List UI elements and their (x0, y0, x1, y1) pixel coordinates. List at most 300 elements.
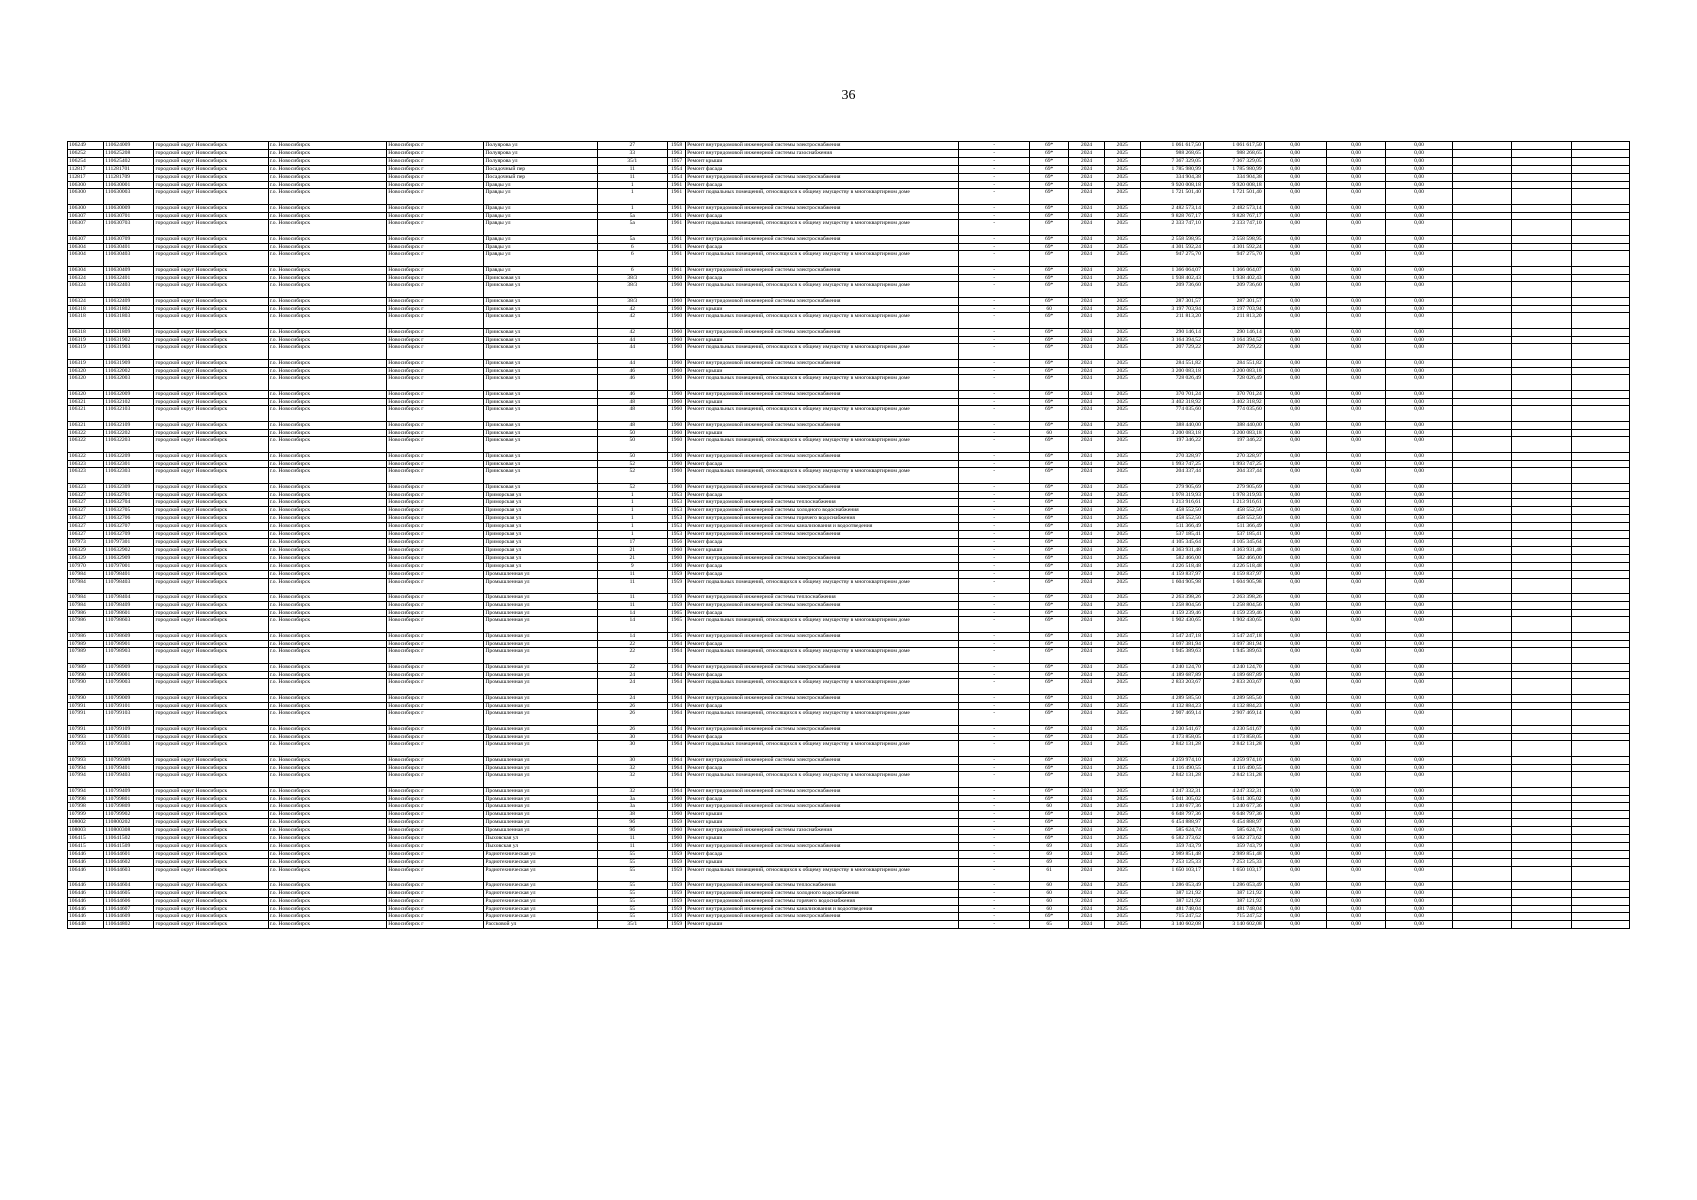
table-cell: 0,00 (1386, 212, 1452, 220)
table-cell: 0,00 (1264, 531, 1326, 539)
table-cell: 0,00 (1326, 282, 1386, 297)
table-cell: Новосибирск г (387, 905, 484, 913)
table-row (68, 220, 1630, 235)
table-cell: 2025 (1104, 243, 1140, 251)
table-cell: 0,00 (1386, 921, 1452, 929)
table-cell: - (959, 507, 1029, 515)
table-cell: 7 253 125,33 (1140, 858, 1203, 866)
table-cell: Промышленная ул (484, 702, 597, 710)
table-cell (1452, 375, 1512, 390)
table-cell: 0,00 (1326, 710, 1386, 725)
table-cell: 110632109 (104, 421, 154, 429)
table-cell: 0,00 (1326, 671, 1386, 679)
table-cell: 1964 (667, 702, 685, 710)
table-cell: 204 337,44 (1140, 468, 1203, 483)
table-cell: Ремонт фасада (686, 538, 959, 546)
table-cell: 0,00 (1386, 803, 1452, 811)
table-cell: 2024 (1069, 483, 1104, 491)
table-cell: 0,00 (1326, 204, 1386, 212)
table-cell (1512, 235, 1572, 243)
table-cell: 1 650 103,17 (1203, 866, 1264, 881)
table-cell: 0,00 (1264, 663, 1326, 671)
table-cell (1452, 554, 1512, 562)
table-cell: 69* (1029, 328, 1069, 336)
table-cell: городской округ Новосибирск (154, 733, 268, 741)
table-cell: 4 247 332,31 (1140, 787, 1203, 795)
table-cell: 0,00 (1264, 803, 1326, 811)
table-cell: 2025 (1104, 772, 1140, 787)
table-cell: Приисковая ул (484, 390, 597, 398)
table-cell: Ремонт подвальных помещений, относящихся к общему имуществу в многоквартирном доме (686, 578, 959, 593)
table-cell: 110632102 (104, 398, 154, 406)
table-cell (1512, 756, 1572, 764)
table-cell: 1953 (667, 515, 685, 523)
table-cell (1512, 282, 1572, 297)
table-cell: 1959 (667, 593, 685, 601)
table-cell: 0,00 (1386, 764, 1452, 772)
table-cell: Приисковая ул (484, 468, 597, 483)
table-cell: 0,00 (1264, 772, 1326, 787)
table-cell: - (959, 921, 1029, 929)
table-cell (1572, 344, 1630, 359)
table-cell: 197 346,22 (1203, 437, 1264, 452)
table-cell (1512, 274, 1572, 282)
table-cell: 1 240 677,36 (1203, 803, 1264, 811)
table-cell: 69* (1029, 398, 1069, 406)
table-cell: 2 842 131,28 (1203, 772, 1264, 787)
table-cell: 2025 (1104, 913, 1140, 921)
table-cell: 0,00 (1386, 679, 1452, 694)
table-cell (1512, 578, 1572, 593)
table-cell: Посадочный пер (484, 173, 597, 181)
table-cell (1572, 554, 1630, 562)
table-cell: 106322 (68, 437, 104, 452)
table-cell: 107991 (68, 710, 104, 725)
table-cell: 69* (1029, 367, 1069, 375)
table-cell (1572, 811, 1630, 819)
table-cell: 69* (1029, 515, 1069, 523)
table-row (68, 546, 1630, 554)
table-cell: г.о. Новосибирск (268, 756, 387, 764)
table-cell (1572, 460, 1630, 468)
table-cell: 106329 (68, 546, 104, 554)
table-cell: - (959, 764, 1029, 772)
table-cell: 2024 (1069, 725, 1104, 733)
table-cell: г.о. Новосибирск (268, 648, 387, 663)
table-cell: Новосибирск г (387, 336, 484, 344)
table-row (68, 491, 1630, 499)
table-cell (1452, 266, 1512, 274)
table-cell: 0,00 (1264, 220, 1326, 235)
table-row (68, 756, 1630, 764)
table-cell: 2025 (1104, 297, 1140, 305)
table-cell: Ремонт подвальных помещений, относящихся к общему имуществу в многоквартирном доме (686, 437, 959, 452)
table-cell: 0,00 (1386, 554, 1452, 562)
table-cell: 1965 (667, 617, 685, 632)
table-cell: 106324 (68, 282, 104, 297)
table-cell (1512, 165, 1572, 173)
table-cell: 2025 (1104, 764, 1140, 772)
table-cell: 11 (597, 601, 667, 609)
table-row (68, 173, 1630, 181)
table-cell: Новосибирск г (387, 274, 484, 282)
table-cell: Ремонт крыши (686, 858, 959, 866)
table-cell: 1959 (667, 905, 685, 913)
table-cell: 0,00 (1386, 881, 1452, 889)
table-cell: 0,00 (1326, 538, 1386, 546)
table-cell: 2024 (1069, 913, 1104, 921)
table-cell: 2024 (1069, 491, 1104, 499)
table-cell: 2025 (1104, 452, 1140, 460)
table-cell: 947 275,70 (1203, 251, 1264, 266)
table-cell: 209 736,60 (1140, 282, 1203, 297)
table-cell (1512, 881, 1572, 889)
table-cell: г.о. Новосибирск (268, 694, 387, 702)
table-cell: 69* (1029, 406, 1069, 421)
table-cell: Новосибирск г (387, 756, 484, 764)
table-cell: 988 268,65 (1140, 149, 1203, 157)
table-cell: 69* (1029, 756, 1069, 764)
table-cell: 2025 (1104, 313, 1140, 328)
table-cell: Промышленная ул (484, 764, 597, 772)
table-cell: 69* (1029, 819, 1069, 827)
table-cell: 2 558 598,95 (1203, 235, 1264, 243)
table-cell (1452, 632, 1512, 640)
table-cell: Ремонт крыши (686, 305, 959, 313)
table-cell: г.о. Новосибирск (268, 274, 387, 282)
table-cell: 0,00 (1326, 235, 1386, 243)
table-cell: городской округ Новосибирск (154, 897, 268, 905)
table-cell (1512, 858, 1572, 866)
table-cell: Ремонт внутридомовой инженерной системы электроснабжения (686, 632, 959, 640)
table-cell: 2025 (1104, 328, 1140, 336)
table-cell: 69* (1029, 499, 1069, 507)
table-cell: г.о. Новосибирск (268, 406, 387, 421)
table-cell: 0,00 (1386, 538, 1452, 546)
table-cell: Новосибирск г (387, 663, 484, 671)
table-cell: Ремонт внутридомовой инженерной системы электроснабжения (686, 266, 959, 274)
table-row (68, 671, 1630, 679)
table-cell: г.о. Новосибирск (268, 507, 387, 515)
table-cell: 270 328,97 (1140, 452, 1203, 460)
table-row (68, 913, 1630, 921)
table-cell: 11 (597, 578, 667, 593)
table-cell: г.о. Новосибирск (268, 889, 387, 897)
table-cell: 387 121,92 (1140, 897, 1203, 905)
table-cell: 69* (1029, 173, 1069, 181)
table-cell: - (959, 499, 1029, 507)
table-row (68, 499, 1630, 507)
table-cell: 2025 (1104, 787, 1140, 795)
table-cell: 0,00 (1326, 811, 1386, 819)
table-cell: 11 (597, 165, 667, 173)
table-cell (1512, 921, 1572, 929)
table-cell: 106304 (68, 251, 104, 266)
table-cell: Промышленная ул (484, 756, 597, 764)
table-cell (1512, 811, 1572, 819)
table-row (68, 421, 1630, 429)
table-cell (1452, 842, 1512, 850)
table-row (68, 795, 1630, 803)
table-cell: 1 258 804,56 (1203, 601, 1264, 609)
table-cell: 69* (1029, 452, 1069, 460)
table-cell: - (959, 562, 1029, 570)
table-cell: 6 454 888,97 (1140, 819, 1203, 827)
table-cell (1512, 741, 1572, 756)
table-cell: Приморская ул (484, 507, 597, 515)
table-cell (1452, 468, 1512, 483)
table-cell (1572, 235, 1630, 243)
table-cell: 69* (1029, 157, 1069, 165)
table-cell: городской округ Новосибирск (154, 803, 268, 811)
table-cell: 1960 (667, 554, 685, 562)
table-cell: 21 (597, 546, 667, 554)
table-cell (1512, 663, 1572, 671)
table-cell: 2025 (1104, 538, 1140, 546)
table-cell: 0,00 (1386, 165, 1452, 173)
table-cell: 2025 (1104, 819, 1140, 827)
table-cell: 947 275,70 (1140, 251, 1203, 266)
table-cell: г.о. Новосибирск (268, 266, 387, 274)
table-row (68, 344, 1630, 359)
table-cell: Ремонт внутридомовой инженерной системы холодного водоснабжения (686, 889, 959, 897)
table-cell: 55 (597, 905, 667, 913)
table-cell: 69* (1029, 741, 1069, 756)
table-cell: 2025 (1104, 733, 1140, 741)
table-cell: 1964 (667, 772, 685, 787)
table-cell: Ремонт фасада (686, 609, 959, 617)
table-cell: Промышленная ул (484, 803, 597, 811)
table-cell: 0,00 (1264, 359, 1326, 367)
table-cell: 1959 (667, 819, 685, 827)
table-cell: Новосибирск г (387, 554, 484, 562)
table-cell: 5 041 305,02 (1140, 795, 1203, 803)
table-cell: 69* (1029, 710, 1069, 725)
table-cell: 0,00 (1264, 921, 1326, 929)
table-row (68, 578, 1630, 593)
table-cell: - (959, 297, 1029, 305)
table-cell: 537 185,41 (1203, 531, 1264, 539)
table-row (68, 811, 1630, 819)
table-cell: 2024 (1069, 632, 1104, 640)
table-cell: 2025 (1104, 251, 1140, 266)
table-cell: 0,00 (1386, 648, 1452, 663)
table-cell: 110799103 (104, 710, 154, 725)
table-cell: городской округ Новосибирск (154, 406, 268, 421)
table-cell: г.о. Новосибирск (268, 632, 387, 640)
table-cell: 0,00 (1264, 858, 1326, 866)
table-cell: - (959, 173, 1029, 181)
table-cell: 2025 (1104, 390, 1140, 398)
table-cell: Приморская ул (484, 538, 597, 546)
table-cell: г.о. Новосибирск (268, 538, 387, 546)
table-cell: 0,00 (1264, 149, 1326, 157)
table-cell: 0,00 (1386, 328, 1452, 336)
table-cell: Ремонт внутридомовой инженерной системы теплоснабжения (686, 881, 959, 889)
table-cell: г.о. Новосибирск (268, 204, 387, 212)
table-cell: 106249 (68, 142, 104, 150)
table-cell: 106323 (68, 468, 104, 483)
table-cell: 0,00 (1326, 313, 1386, 328)
table-cell: 2025 (1104, 398, 1140, 406)
table-cell: 1964 (667, 663, 685, 671)
table-cell: 1 (597, 531, 667, 539)
table-cell: 69* (1029, 538, 1069, 546)
table-cell: 2025 (1104, 632, 1140, 640)
table-cell: г.о. Новосибирск (268, 811, 387, 819)
table-cell: 0,00 (1264, 421, 1326, 429)
table-cell: 1960 (667, 359, 685, 367)
table-cell: 2025 (1104, 157, 1140, 165)
table-cell: 110632209 (104, 452, 154, 460)
table-cell: 0,00 (1326, 173, 1386, 181)
table-cell: Новосибирск г (387, 142, 484, 150)
table-cell: Приисковая ул (484, 406, 597, 421)
table-cell (1452, 173, 1512, 181)
table-cell: - (959, 204, 1029, 212)
table-cell: 2024 (1069, 507, 1104, 515)
table-cell: городской округ Новосибирск (154, 617, 268, 632)
table-cell: Промышленная ул (484, 640, 597, 648)
table-cell: 287 301,57 (1203, 297, 1264, 305)
table-cell: 2024 (1069, 795, 1104, 803)
table-cell: 107998 (68, 795, 104, 803)
table-cell (1452, 835, 1512, 843)
table-cell: 7 253 125,33 (1203, 858, 1264, 866)
table-cell: Ремонт подвальных помещений, относящихся к общему имуществу в многоквартирном доме (686, 710, 959, 725)
table-cell: городской округ Новосибирск (154, 609, 268, 617)
table-cell: Новосибирск г (387, 491, 484, 499)
table-cell: 2024 (1069, 173, 1104, 181)
table-cell: Ремонт фасада (686, 795, 959, 803)
table-cell: 0,00 (1386, 562, 1452, 570)
table-cell (1452, 787, 1512, 795)
table-cell: 69* (1029, 617, 1069, 632)
table-cell: г.о. Новосибирск (268, 149, 387, 157)
table-cell: Новосибирск г (387, 189, 484, 204)
table-cell (1572, 889, 1630, 897)
table-cell: 69* (1029, 149, 1069, 157)
table-cell: 2024 (1069, 546, 1104, 554)
table-cell: 290 146,14 (1140, 328, 1203, 336)
table-cell: 0,00 (1264, 507, 1326, 515)
table-cell: 1 286 053,49 (1203, 881, 1264, 889)
table-cell: Новосибирск г (387, 344, 484, 359)
table-cell: Ремонт подвальных помещений, относящихся к общему имуществу в многоквартирном доме (686, 313, 959, 328)
table-row (68, 157, 1630, 165)
table-row (68, 235, 1630, 243)
table-cell: г.о. Новосибирск (268, 554, 387, 562)
table-cell: 481 748,04 (1140, 905, 1203, 913)
table-cell: 1 945 389,63 (1140, 648, 1203, 663)
table-cell: г.о. Новосибирск (268, 679, 387, 694)
table-cell: 2024 (1069, 756, 1104, 764)
table-cell: - (959, 538, 1029, 546)
table-cell: г.о. Новосибирск (268, 460, 387, 468)
table-cell: 69* (1029, 142, 1069, 150)
table-cell: 2024 (1069, 772, 1104, 787)
table-cell (1572, 827, 1630, 835)
table-cell: Новосибирск г (387, 181, 484, 189)
table-cell: 22 (597, 640, 667, 648)
table-cell: 1953 (667, 531, 685, 539)
table-cell: 2024 (1069, 554, 1104, 562)
table-cell: 0,00 (1264, 889, 1326, 897)
table-cell: Промышленная ул (484, 733, 597, 741)
table-cell: Новосибирск г (387, 632, 484, 640)
table-cell: 35/1 (597, 921, 667, 929)
table-cell: 110630701 (104, 212, 154, 220)
table-cell: 106329 (68, 554, 104, 562)
table-cell: Промышленная ул (484, 601, 597, 609)
table-cell: Ремонт внутридомовой инженерной системы горячего водоснабжения (686, 515, 959, 523)
table-cell: 0,00 (1326, 499, 1386, 507)
table-cell: 0,00 (1386, 305, 1452, 313)
table-cell (1512, 842, 1572, 850)
table-cell (1572, 640, 1630, 648)
table-cell: 106300 (68, 189, 104, 204)
table-cell: городской округ Новосибирск (154, 702, 268, 710)
table-cell: 0,00 (1386, 173, 1452, 181)
table-cell (1452, 921, 1512, 929)
table-cell: 69* (1029, 679, 1069, 694)
table-cell: Промышленная ул (484, 570, 597, 578)
table-cell: Новосибирск г (387, 842, 484, 850)
table-cell (1572, 328, 1630, 336)
table-cell: 715 247,52 (1203, 913, 1264, 921)
table-cell: городской округ Новосибирск (154, 764, 268, 772)
table-cell: 2025 (1104, 617, 1140, 632)
table-cell: 279 905,69 (1140, 483, 1203, 491)
table-row (68, 515, 1630, 523)
table-cell: Ремонт внутридомовой инженерной системы электроснабжения (686, 328, 959, 336)
table-row (68, 897, 1630, 905)
table-cell: 2 263 398,26 (1203, 593, 1264, 601)
table-cell (1572, 491, 1630, 499)
table-cell: 108002 (68, 819, 104, 827)
table-row (68, 866, 1630, 881)
table-cell (1452, 803, 1512, 811)
table-cell: 107993 (68, 741, 104, 756)
table-cell: 110632003 (104, 375, 154, 390)
table-cell: Новосибирск г (387, 811, 484, 819)
table-cell: 0,00 (1264, 328, 1326, 336)
table-cell: 204 337,44 (1203, 468, 1264, 483)
table-cell (1452, 671, 1512, 679)
table-cell (1512, 243, 1572, 251)
table-cell (1512, 204, 1572, 212)
table-cell: 110799109 (104, 725, 154, 733)
table-cell: 1960 (667, 297, 685, 305)
table-cell: - (959, 913, 1029, 921)
table-cell: 110632301 (104, 460, 154, 468)
table-cell: 1961 (667, 251, 685, 266)
table-cell: городской округ Новосибирск (154, 921, 268, 929)
table-cell: 2 907 469,14 (1140, 710, 1203, 725)
table-cell: 0,00 (1386, 578, 1452, 593)
table-cell: 1960 (667, 398, 685, 406)
table-cell: 69* (1029, 523, 1069, 531)
table-cell: 0,00 (1264, 741, 1326, 756)
table-cell: г.о. Новосибирск (268, 858, 387, 866)
table-cell: 2025 (1104, 546, 1140, 554)
table-cell (1572, 437, 1630, 452)
table-cell: 4 105 345,64 (1203, 538, 1264, 546)
table-cell: г.о. Новосибирск (268, 795, 387, 803)
table-cell (1452, 142, 1512, 150)
table-cell: 0,00 (1264, 842, 1326, 850)
table-cell: 2024 (1069, 313, 1104, 328)
